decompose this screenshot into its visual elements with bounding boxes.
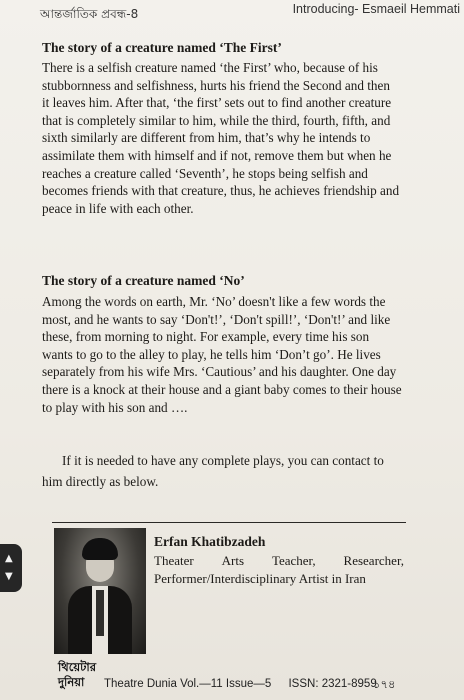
text-line: Among the words on earth, Mr. ‘No’ doesn't like a few words the bbox=[42, 294, 386, 309]
text-line: peace in life with each other. bbox=[42, 200, 194, 216]
journal-footer bbox=[104, 678, 377, 690]
author-bio bbox=[154, 552, 404, 588]
text-line: There is a selfish creature named ‘the First’ who, because of his bbox=[42, 60, 378, 75]
text-line: becomes friends with that creature, thus, he achieves friendship and bbox=[42, 183, 400, 199]
text-line: separately from his wife Mrs. ‘Cautious’ and his daughter. One day bbox=[42, 364, 397, 380]
author-name: Erfan Khatibzadeh bbox=[154, 534, 266, 549]
text-line: to play with his son and …. bbox=[42, 399, 188, 415]
journal-logo bbox=[58, 660, 98, 694]
story-no-paragraph bbox=[42, 293, 412, 416]
article-title: Introducing- Esmaeil Hemmati bbox=[292, 2, 460, 16]
author-bio-line: Performer/Interdisciplinary Artist in Iran bbox=[154, 571, 366, 586]
text-line: reaches a creature called ‘Seventh’, he stops being selfish and bbox=[42, 165, 368, 181]
story-first-heading: The story of a creature named ‘The First’ bbox=[42, 40, 282, 55]
bio-word: Theater bbox=[154, 553, 194, 568]
closing-paragraph bbox=[42, 450, 414, 492]
bio-word: Teacher, bbox=[271, 553, 316, 568]
text-line: there is a knock at their house and a giant baby comes to their house bbox=[42, 381, 402, 397]
text-line: stubbornness and selfishness, hurts his friend the Second and then bbox=[42, 77, 390, 93]
page-number: ১৭৪ bbox=[373, 677, 396, 691]
bio-word: Researcher, bbox=[343, 553, 404, 568]
divider bbox=[52, 522, 406, 523]
text-line: sixth similarly are different from him, that’s why he intends to bbox=[42, 130, 371, 146]
author-bio-line bbox=[154, 552, 404, 570]
text-line: it leaves him. After that, ‘the first’ sets out to find another creature bbox=[42, 95, 392, 111]
logo-line: দুনিয়া bbox=[58, 675, 85, 689]
section-label: আন্তর্জাতিক প্রবন্ধ-8 bbox=[40, 7, 139, 21]
text-line: him directly as below. bbox=[42, 474, 159, 489]
logo-line: থিয়েটার bbox=[58, 660, 97, 674]
text-line: If it is needed to have any complete plays, you can contact to bbox=[62, 453, 384, 468]
story-no-heading: The story of a creature named ‘No’ bbox=[42, 273, 245, 288]
chevron-down-icon[interactable]: ▼ bbox=[5, 571, 13, 582]
journal-issue: Theatre Dunia Vol.—11 Issue—5 bbox=[104, 678, 272, 690]
journal-issn: ISSN: 2321-8959 bbox=[288, 678, 377, 690]
page-scroll-control[interactable] bbox=[0, 544, 22, 592]
chevron-up-icon[interactable]: ▲ bbox=[5, 553, 13, 564]
text-line: most, and he wants to say ‘Don't!’, ‘Don't spill!’, ‘Don't!’ and like bbox=[42, 311, 391, 327]
text-line: that is completely similar to him, while the third, fourth, fifth, and bbox=[42, 112, 391, 128]
author-photo bbox=[54, 528, 146, 654]
text-line: assimilate them with himself and if not, remove them but when he bbox=[42, 147, 392, 163]
story-first-paragraph bbox=[42, 59, 412, 217]
bio-word: Arts bbox=[221, 553, 245, 568]
text-line: these, from morning to night. For example, every time his son bbox=[42, 329, 370, 345]
text-line: wants to go to the alley to play, he tells him ‘Don’t go’. He lives bbox=[42, 346, 381, 362]
